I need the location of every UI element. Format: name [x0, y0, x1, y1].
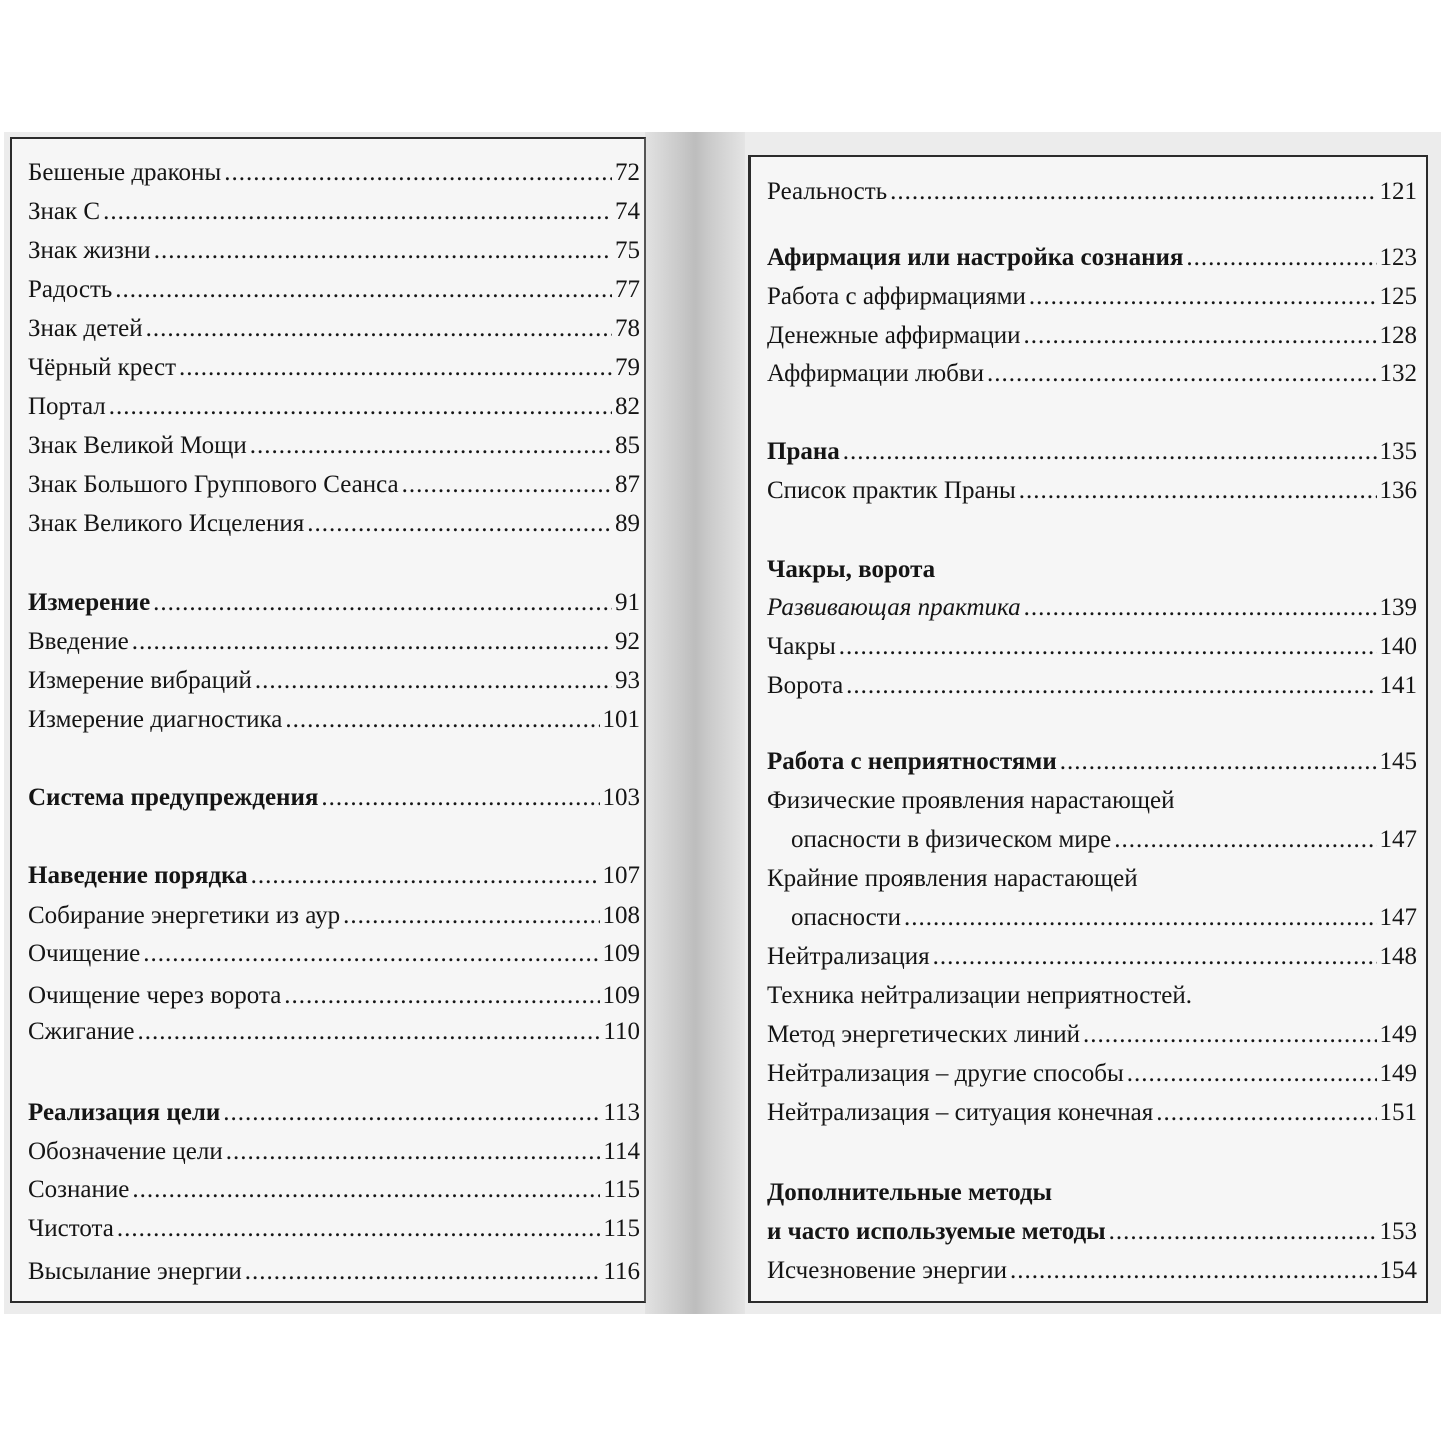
toc-entry-page: 123	[1379, 244, 1417, 271]
toc-entry-page: 113	[603, 1099, 640, 1126]
toc-leader-dots	[1023, 319, 1376, 353]
right-toc-list	[751, 157, 1426, 1301]
toc-entry-title: Знак жизни	[28, 237, 151, 264]
book-gutter	[645, 132, 745, 1314]
toc-entry[interactable]	[28, 979, 640, 1013]
toc-leader-dots	[109, 390, 612, 424]
toc-entry-page: 107	[602, 862, 640, 889]
toc-entry-page: 85	[615, 432, 640, 459]
toc-entry-title: Реальность	[767, 178, 888, 205]
toc-entry-page: 92	[615, 628, 640, 655]
toc-leader-dots	[1060, 745, 1377, 779]
toc-leader-dots	[226, 1135, 601, 1169]
toc-entry-title: Метод энергетических линий	[767, 1021, 1081, 1048]
toc-leader-dots	[904, 901, 1377, 935]
toc-leader-dots	[343, 899, 599, 933]
toc-entry-page: 101	[602, 706, 640, 733]
toc-leader-dots	[1083, 1018, 1376, 1052]
toc-entry-title: Высылание энергии	[28, 1258, 242, 1285]
toc-entry[interactable]	[767, 669, 1417, 703]
toc-leader-dots	[321, 781, 599, 815]
toc-entry-title: Знак С	[28, 198, 101, 225]
toc-entry-page: 114	[603, 1138, 640, 1165]
toc-entry-title: Чакры	[767, 633, 836, 660]
toc-entry[interactable]	[767, 1096, 1417, 1130]
toc-entry-page: 116	[603, 1258, 640, 1285]
toc-leader-dots	[154, 234, 612, 268]
toc-leader-dots	[1019, 474, 1377, 508]
toc-entry[interactable]	[28, 507, 640, 541]
toc-entry-title: опасности в физическом мире	[791, 826, 1112, 853]
toc-entry[interactable]	[28, 1255, 640, 1289]
toc-leader-dots	[223, 1096, 600, 1130]
toc-entry-title[interactable]: Техника нейтрализации неприятностей.	[767, 982, 1192, 1009]
toc-entry-title: Нейтрализация	[767, 943, 930, 970]
toc-leader-dots	[402, 468, 612, 502]
toc-entry-title: Чистота	[28, 1215, 114, 1242]
toc-section-title[interactable]: Дополнительные методы	[767, 1179, 1053, 1206]
toc-section-title: Измерение	[28, 589, 151, 616]
toc-section[interactable]	[767, 1215, 1417, 1249]
toc-entry-page: 140	[1379, 633, 1417, 660]
toc-section-title: Наведение порядка	[28, 862, 248, 889]
toc-leader-dots	[933, 940, 1377, 974]
toc-section[interactable]	[767, 435, 1417, 469]
toc-entry-page: 141	[1379, 672, 1417, 699]
toc-entry-page: 128	[1379, 322, 1417, 349]
toc-entry[interactable]	[767, 1254, 1417, 1288]
toc-entry[interactable]	[28, 468, 640, 502]
toc-entry-title: Нейтрализация – другие способы	[767, 1060, 1124, 1087]
toc-section[interactable]	[28, 859, 640, 893]
toc-entry-page: 151	[1379, 1099, 1417, 1126]
toc-entry-title: Очищение через ворота	[28, 982, 282, 1009]
toc-entry-page: 139	[1379, 594, 1417, 621]
toc-section[interactable]	[28, 586, 640, 620]
toc-entry-title: Портал	[28, 393, 106, 420]
toc-leader-dots	[1024, 591, 1377, 625]
toc-entry-page: 115	[603, 1215, 640, 1242]
toc-entry-title: Радость	[28, 276, 113, 303]
toc-entry-title: Развивающая практика	[767, 594, 1021, 621]
toc-entry-title: Сознание	[28, 1176, 130, 1203]
toc-leader-dots	[307, 507, 612, 541]
toc-entry-page: 109	[602, 982, 640, 1009]
toc-entry[interactable]	[28, 664, 640, 698]
toc-entry-title: Собирание энергетики из аур	[28, 902, 341, 929]
toc-leader-dots	[103, 195, 612, 229]
toc-leader-dots	[146, 312, 612, 346]
toc-leader-dots	[245, 1255, 601, 1289]
toc-leader-dots	[285, 703, 599, 737]
toc-leader-dots	[1127, 1057, 1377, 1091]
toc-entry-page: 135	[1379, 438, 1417, 465]
toc-entry[interactable]	[767, 319, 1417, 353]
toc-entry-page: 154	[1379, 1257, 1417, 1284]
toc-entry[interactable]	[28, 899, 640, 933]
toc-leader-dots	[117, 1212, 601, 1246]
toc-entry-page: 149	[1379, 1060, 1417, 1087]
toc-entry[interactable]	[28, 390, 640, 424]
toc-entry[interactable]	[791, 901, 1417, 935]
toc-entry-page: 78	[615, 315, 640, 342]
toc-entry-page: 75	[615, 237, 640, 264]
toc-leader-dots	[1109, 1215, 1377, 1249]
toc-entry-title: Знак Большого Группового Сеанса	[28, 471, 399, 498]
toc-entry[interactable]	[28, 625, 640, 659]
toc-leader-dots	[1010, 1254, 1377, 1288]
toc-entry-page: 77	[615, 276, 640, 303]
toc-entry-page: 109	[602, 940, 640, 967]
toc-section[interactable]	[28, 1096, 640, 1130]
toc-leader-dots	[987, 357, 1376, 391]
toc-entry-title: Нейтрализация – ситуация конечная	[767, 1099, 1154, 1126]
toc-leader-dots	[251, 859, 600, 893]
toc-entry-page: 82	[615, 393, 640, 420]
toc-entry-title: Обозначение цели	[28, 1138, 223, 1165]
toc-leader-dots	[132, 1173, 600, 1207]
toc-leader-dots	[143, 937, 599, 971]
toc-entry-title[interactable]: Физические проявления нарастающей	[767, 787, 1175, 814]
toc-section-title: и часто используемые методы	[767, 1218, 1106, 1245]
toc-leader-dots	[1114, 823, 1376, 857]
toc-entry[interactable]	[767, 474, 1417, 508]
toc-entry-title: Работа с аффирмациями	[767, 283, 1026, 310]
toc-entry[interactable]	[28, 195, 640, 229]
toc-leader-dots	[132, 625, 612, 659]
toc-section-title: Реализация цели	[28, 1099, 221, 1126]
toc-entry-page: 79	[615, 354, 640, 381]
toc-section[interactable]	[28, 781, 640, 815]
toc-entry-page: 72	[615, 159, 640, 186]
toc-entry-page: 148	[1379, 943, 1417, 970]
toc-entry[interactable]	[767, 630, 1417, 664]
toc-leader-dots	[224, 156, 612, 190]
toc-entry[interactable]	[767, 280, 1417, 314]
toc-leader-dots	[153, 586, 612, 620]
toc-entry-page: 145	[1379, 748, 1417, 775]
toc-entry[interactable]	[767, 1057, 1417, 1091]
toc-leader-dots	[115, 273, 612, 307]
toc-section[interactable]	[767, 241, 1417, 275]
toc-entry-title: Знак Великого Исцеления	[28, 510, 305, 537]
toc-entry-page: 147	[1379, 904, 1417, 931]
toc-section[interactable]	[767, 745, 1417, 779]
toc-entry-page: 121	[1379, 178, 1417, 205]
toc-entry[interactable]	[28, 1135, 640, 1169]
toc-leader-dots	[846, 669, 1376, 703]
toc-entry[interactable]	[28, 429, 640, 463]
toc-entry-page: 115	[603, 1176, 640, 1203]
toc-leader-dots	[1186, 241, 1376, 275]
toc-entry-page: 136	[1379, 477, 1417, 504]
toc-entry-page: 74	[615, 198, 640, 225]
toc-entry-title: Очищение	[28, 940, 141, 967]
toc-leader-dots	[250, 429, 612, 463]
toc-entry-title: Знак Великой Мощи	[28, 432, 247, 459]
toc-entry-title: Сжигание	[28, 1018, 135, 1045]
toc-entry-title: Измерение диагностика	[28, 706, 283, 733]
toc-entry-page: 89	[615, 510, 640, 537]
toc-entry[interactable]	[791, 823, 1417, 857]
toc-entry[interactable]	[28, 703, 640, 737]
toc-entry[interactable]	[28, 1212, 640, 1246]
toc-entry-page: 147	[1379, 826, 1417, 853]
toc-entry-page: 91	[615, 589, 640, 616]
toc-entry-title: Знак детей	[28, 315, 143, 342]
toc-entry[interactable]	[28, 234, 640, 268]
toc-section-title: Прана	[767, 438, 840, 465]
toc-entry-title: Измерение вибраций	[28, 667, 252, 694]
toc-entry-page: 108	[602, 902, 640, 929]
toc-leader-dots	[284, 979, 599, 1013]
toc-entry-title: Введение	[28, 628, 129, 655]
toc-entry-title: Исчезновение энергии	[767, 1257, 1007, 1284]
toc-entry[interactable]	[28, 273, 640, 307]
toc-entry[interactable]	[767, 175, 1417, 209]
toc-leader-dots	[890, 175, 1376, 209]
toc-entry-page: 153	[1379, 1218, 1417, 1245]
toc-leader-dots	[843, 435, 1377, 469]
toc-entry-title: опасности	[791, 904, 901, 931]
toc-entry[interactable]	[28, 937, 640, 971]
toc-entry-page: 87	[615, 471, 640, 498]
toc-entry[interactable]	[28, 156, 640, 190]
toc-entry[interactable]	[767, 591, 1417, 625]
toc-entry-title: Денежные аффирмации	[767, 322, 1021, 349]
toc-entry-title: Список практик Праны	[767, 477, 1016, 504]
toc-leader-dots	[1029, 280, 1377, 314]
toc-entry[interactable]	[28, 1015, 640, 1049]
toc-entry[interactable]	[767, 1018, 1417, 1052]
toc-entry[interactable]	[28, 1173, 640, 1207]
toc-entry-page: 110	[603, 1018, 640, 1045]
toc-entry-page: 149	[1379, 1021, 1417, 1048]
toc-entry-title: Бешеные драконы	[28, 159, 222, 186]
toc-section-title: Работа с неприятностями	[767, 748, 1057, 775]
toc-entry-title: Ворота	[767, 672, 844, 699]
left-page	[10, 137, 646, 1303]
toc-leader-dots	[179, 351, 612, 385]
toc-entry-page: 125	[1379, 283, 1417, 310]
toc-section-title: Афирмация или настройка сознания	[767, 244, 1184, 271]
toc-entry-title[interactable]: Крайние проявления нарастающей	[767, 865, 1138, 892]
toc-entry[interactable]	[28, 351, 640, 385]
toc-entry-page: 132	[1379, 360, 1417, 387]
toc-entry[interactable]	[767, 940, 1417, 974]
right-page	[748, 155, 1428, 1303]
toc-section-title: Система предупреждения	[28, 784, 319, 811]
toc-section-title[interactable]: Чакры, ворота	[767, 556, 936, 583]
toc-entry-title: Чёрный крест	[28, 354, 177, 381]
toc-entry-page: 103	[602, 784, 640, 811]
toc-leader-dots	[138, 1015, 601, 1049]
toc-leader-dots	[1156, 1096, 1376, 1130]
left-toc-list	[12, 139, 644, 1301]
toc-leader-dots	[839, 630, 1377, 664]
toc-leader-dots	[255, 664, 612, 698]
toc-entry-title: Аффирмации любви	[767, 360, 985, 387]
toc-entry-page: 93	[615, 667, 640, 694]
toc-entry[interactable]	[767, 357, 1417, 391]
toc-entry[interactable]	[28, 312, 640, 346]
